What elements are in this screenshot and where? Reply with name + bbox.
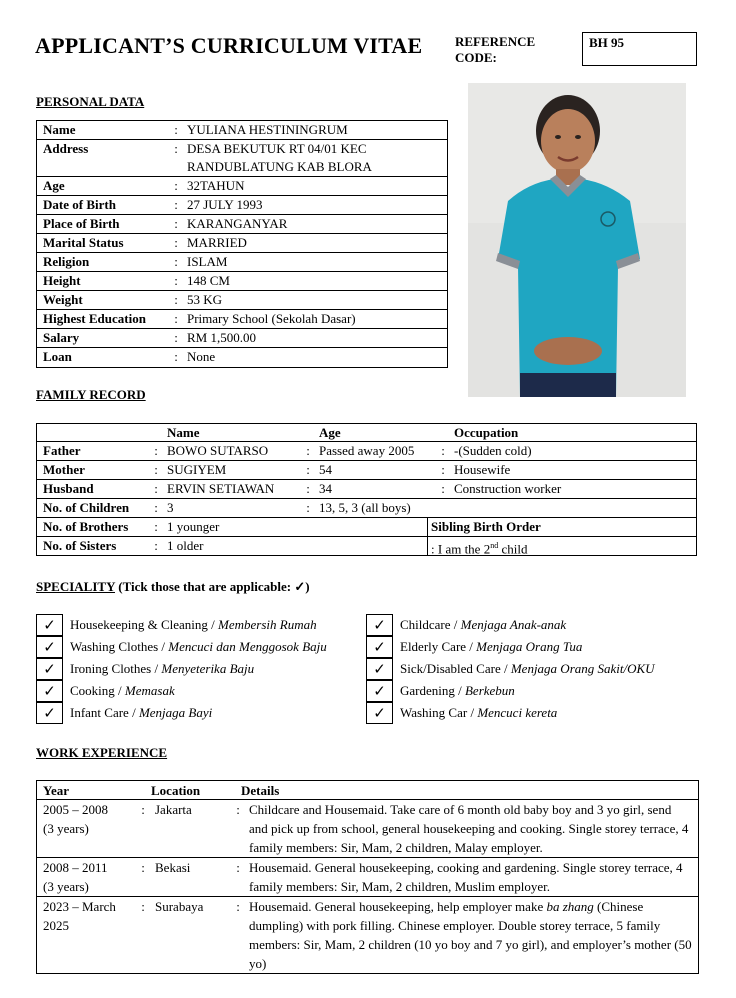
checkbox-checked[interactable]: ✓ <box>36 702 63 724</box>
list-item: ✓ Ironing Clothes / Menyeterika Baju <box>36 658 254 680</box>
table-row: Marital Status : MARRIED <box>37 234 447 253</box>
checkbox-checked[interactable]: ✓ <box>36 658 63 680</box>
list-item: ✓ Washing Car / Mencuci kereta <box>366 702 557 724</box>
table-row: Salary : RM 1,500.00 <box>37 329 447 348</box>
reference-code-label: REFERENCE CODE: <box>455 34 536 65</box>
list-item: ✓ Sick/Disabled Care / Menjaga Orang Sakit/OKU <box>366 658 655 680</box>
family-record-heading: FAMILY RECORD <box>36 387 146 402</box>
table-header-row <box>37 781 698 800</box>
column-header-location: Location <box>151 783 201 798</box>
column-header-year: Year <box>43 783 69 798</box>
table-row: Date of Birth : 27 JULY 1993 <box>37 196 447 215</box>
table-row: Weight : 53 KG <box>37 291 447 310</box>
checkbox-checked[interactable]: ✓ <box>366 614 393 636</box>
list-item: ✓ Cooking / Memasak <box>36 680 175 702</box>
table-row: Highest Education : Primary School (Sekolah Dasar) <box>37 310 447 329</box>
list-item: ✓ Washing Clothes / Mencuci dan Menggosok Baju <box>36 636 327 658</box>
list-item: ✓ Housekeeping & Cleaning / Membersih Rumah <box>36 614 317 636</box>
table-row: Mother : SUGIYEM : 54 : Housewife <box>36 461 697 480</box>
list-item: ✓ Gardening / Berkebun <box>366 680 515 702</box>
list-item: ✓ Childcare / Menjaga Anak-anak <box>366 614 566 636</box>
checkbox-checked[interactable]: ✓ <box>366 636 393 658</box>
checkbox-checked[interactable]: ✓ <box>366 658 393 680</box>
table-row: Height : 148 CM <box>37 272 447 291</box>
table-row: Husband : ERVIN SETIAWAN : 34 : Construction worker <box>36 480 697 499</box>
column-header-occupation: Occupation <box>454 425 519 440</box>
reference-code-box: BH 95 <box>582 32 697 66</box>
table-row: No. of Sisters : 1 older : I am the 2nd child <box>36 537 697 556</box>
table-row: 2005 – 2008 (3 years) : Jakarta : Childcare and Housemaid. Take care of 6 month old baby boy and 3 yo girl, send and pick up from school, general housekeeping and cooking. Single storey terrace, 4 family members: Sir, Mam, 2 children, Malay employer. <box>37 800 698 858</box>
sibling-order-label: Sibling Birth Order <box>431 519 541 534</box>
table-row: Name : YULIANA HESTININGRUM <box>37 121 447 140</box>
table-row: No. of Brothers : 1 younger Sibling Birth Order <box>36 518 697 537</box>
table-row: Age : 32TAHUN <box>37 177 447 196</box>
list-item: ✓ Elderly Care / Menjaga Orang Tua <box>366 636 582 658</box>
checkbox-checked[interactable]: ✓ <box>36 680 63 702</box>
sibling-order-value: : I am the 2nd child <box>431 541 528 557</box>
personal-data-heading: PERSONAL DATA <box>36 94 145 109</box>
applicant-photo <box>468 83 686 397</box>
table-row: 2008 – 2011 (3 years) : Bekasi : Housemaid. General housekeeping, cooking and gardening. Single storey terrace, 4 family members: Sir, Mam, 2 children, Muslim employer. <box>37 858 698 897</box>
table-row: Place of Birth : KARANGANYAR <box>37 215 447 234</box>
column-header-age: Age <box>319 425 341 440</box>
table-row: Religion : ISLAM <box>37 253 447 272</box>
checkbox-checked[interactable]: ✓ <box>366 702 393 724</box>
cv-title: APPLICANT’S CURRICULUM VITAE <box>35 33 423 58</box>
column-header-name: Name <box>167 425 200 440</box>
family-record-table <box>36 423 697 556</box>
work-experience-heading: WORK EXPERIENCE <box>36 745 168 760</box>
column-header-details: Details <box>241 783 280 798</box>
personal-data-table <box>36 120 448 368</box>
table-row: Address : DESA BEKUTUK RT 04/01 KEC RANDUBLATUNG KAB BLORA <box>37 140 447 177</box>
table-row: Father : BOWO SUTARSO : Passed away 2005 : -(Sudden cold) <box>36 442 697 461</box>
speciality-heading: SPECIALITY (Tick those that are applicable: ✓) <box>36 579 310 594</box>
table-row: 2023 – March 2025 : Surabaya : Housemaid. General housekeeping, help employer make ba zhang (Chinese dumpling) with pork filling. Chinese employer. Double storey terrace, 5 family members: Sir, Mam, 2 children (10 yo boy and 7 yo girl), and employer’s mother (50 yo) <box>43 899 692 971</box>
table-row: Loan : None <box>43 349 216 364</box>
table-row: No. of Children : 3 : 13, 5, 3 (all boys) <box>36 499 697 518</box>
checkbox-checked[interactable]: ✓ <box>36 636 63 658</box>
applicant-photo-illustration <box>468 83 686 397</box>
checkbox-checked[interactable]: ✓ <box>366 680 393 702</box>
table-header-row <box>36 423 697 442</box>
list-item: ✓ Infant Care / Menjaga Bayi <box>36 702 212 724</box>
checkbox-checked[interactable]: ✓ <box>36 614 63 636</box>
work-experience-table <box>36 780 699 974</box>
